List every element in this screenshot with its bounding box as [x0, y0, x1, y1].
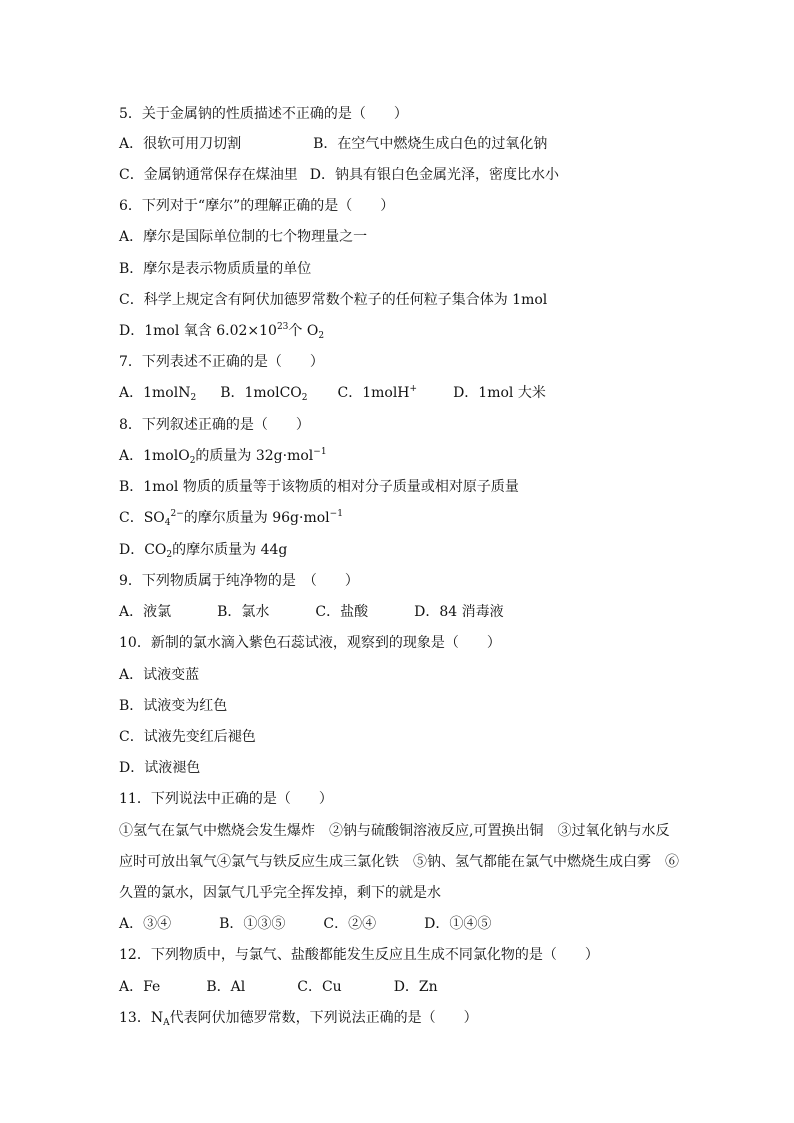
q8-option-a-superscript: −1 — [313, 447, 327, 457]
q7-option-b-subscript: 2 — [301, 393, 308, 403]
q10-option-a: A．试液变蓝 — [119, 667, 200, 683]
q12-options — [119, 978, 438, 996]
q8-option-d-subscript: 2 — [166, 550, 173, 560]
q13-stem-text: 代表阿伏加德罗常数，下列说法正确的是（ ） — [169, 1010, 478, 1026]
q12-option-c: C．Cu — [297, 979, 342, 995]
q8-option-a-text: A．1molO — [119, 448, 190, 464]
q6-option-d — [119, 322, 324, 340]
q7-option-a — [119, 385, 196, 401]
q12-stem: 12．下列物质中，与氯气、盐酸都能发生反应且生成不同氯化物的是（ ） — [119, 947, 599, 963]
q11-options — [119, 915, 491, 933]
q8-option-d-text2: 的摩尔质量为 44g — [172, 542, 288, 558]
q6-option-a: A．摩尔是国际单位制的七个物理量之一 — [119, 229, 368, 245]
q6-option-b: B．摩尔是表示物质质量的单位 — [119, 261, 312, 277]
q7-option-a-text: A．1molN — [119, 385, 191, 401]
q8-option-c-text: C．SO — [119, 510, 165, 526]
q11-statement-line1: ①氢气在氯气中燃烧会发生爆炸 ②钠与硫酸铜溶液反应,可置换出铜 ③过氧化钠与水反 — [119, 823, 670, 839]
q6-option-d-text2: 个 O — [288, 323, 319, 339]
q8-option-d — [119, 541, 287, 559]
q7-option-c-superscript: + — [409, 384, 418, 394]
q8-option-c — [119, 509, 343, 527]
q10-option-c: C．试液先变红后褪色 — [119, 729, 256, 745]
q9-option-b: B．氯水 — [217, 604, 270, 620]
q11-option-c: C．②④ — [323, 916, 377, 932]
q5-option-d: D．钠具有银白色金属光泽，密度比水小 — [309, 167, 559, 183]
q13-number: 13．N — [119, 1010, 164, 1026]
q13-stem — [119, 1009, 478, 1027]
q8-option-a-text2: 的质量为 32g·mol — [195, 448, 314, 464]
q5-stem: 5．关于金属钠的性质描述不正确的是（ ） — [119, 106, 408, 122]
q10-stem: 10．新制的氯水滴入紫色石蕊试液，观察到的现象是（ ） — [119, 635, 501, 651]
q10-option-b: B．试液变为红色 — [119, 698, 228, 714]
q11-statement-line3: 久置的氯水，因氯气几乎完全挥发掉，剩下的就是水 — [119, 885, 441, 901]
q7-option-c-text: C．1molH — [337, 385, 410, 401]
q10-option-d: D．试液褪色 — [119, 760, 201, 776]
q13-subscript: A — [163, 1018, 170, 1028]
q5-options-row2 — [119, 166, 559, 184]
q9-option-a: A．液氯 — [119, 604, 172, 620]
q7-option-c — [338, 385, 418, 401]
q9-stem: 9．下列物质属于纯净物的是 （ ） — [119, 573, 359, 589]
q11-option-b: B．①③⑤ — [219, 916, 286, 932]
q7-options — [119, 384, 546, 402]
q9-options — [119, 603, 504, 621]
q6-option-d-text: D．1mol 氧含 6.02×10 — [119, 323, 277, 339]
q12-option-a: A．Fe — [119, 979, 161, 995]
q12-option-b: B．Al — [206, 979, 246, 995]
q11-stem: 11．下列说法中正确的是（ ） — [119, 791, 333, 807]
q11-option-d: D．①④⑤ — [424, 916, 492, 932]
q9-option-c: C．盐酸 — [315, 604, 369, 620]
q5-options-row1 — [119, 135, 547, 153]
q7-option-b — [220, 385, 307, 401]
q5-option-b: B．在空气中燃烧生成白色的过氧化钠 — [313, 136, 548, 152]
q8-option-a — [119, 447, 327, 465]
q7-option-a-subscript: 2 — [190, 393, 197, 403]
q7-option-d: D．1mol 大米 — [453, 385, 546, 401]
q8-option-b: B．1mol 物质的质量等于该物质的相对分子质量或相对原子质量 — [119, 479, 519, 495]
q7-option-b-text: B．1molCO — [220, 385, 302, 401]
q7-stem: 7．下列表述不正确的是（ ） — [119, 354, 324, 370]
q9-option-d: D．84 消毒液 — [414, 604, 504, 620]
q8-option-a-subscript: 2 — [189, 456, 196, 466]
q12-option-d: D．Zn — [393, 979, 438, 995]
q6-option-c: C．科学上规定含有阿伏加德罗常数个粒子的任何粒子集合体为 1mol — [119, 292, 548, 308]
q5-option-c: C．金属钠通常保存在煤油里 — [119, 167, 298, 183]
q6-option-d-subscript: 2 — [318, 331, 325, 341]
q11-option-a: A．③④ — [119, 916, 172, 932]
q8-option-c-superscript: −1 — [329, 509, 343, 519]
q8-option-d-text: D．CO — [119, 542, 167, 558]
q11-statement-line2: 应时可放出氧气④氯气与铁反应生成三氯化铁 ⑤钠、氢气都能在氯气中燃烧生成白雾 ⑥ — [119, 854, 679, 870]
q6-stem: 6．下列对于“摩尔”的理解正确的是（ ） — [119, 198, 395, 214]
q8-option-c-charge: 2− — [170, 509, 184, 519]
q8-option-c-subscript: 4 — [164, 518, 171, 528]
q5-option-a: A．很软可用刀切割 — [119, 136, 242, 152]
q6-option-d-exponent: 23 — [276, 322, 289, 332]
q8-stem: 8．下列叙述正确的是（ ） — [119, 417, 310, 433]
q8-option-c-text2: 的摩尔质量为 96g·mol — [183, 510, 330, 526]
